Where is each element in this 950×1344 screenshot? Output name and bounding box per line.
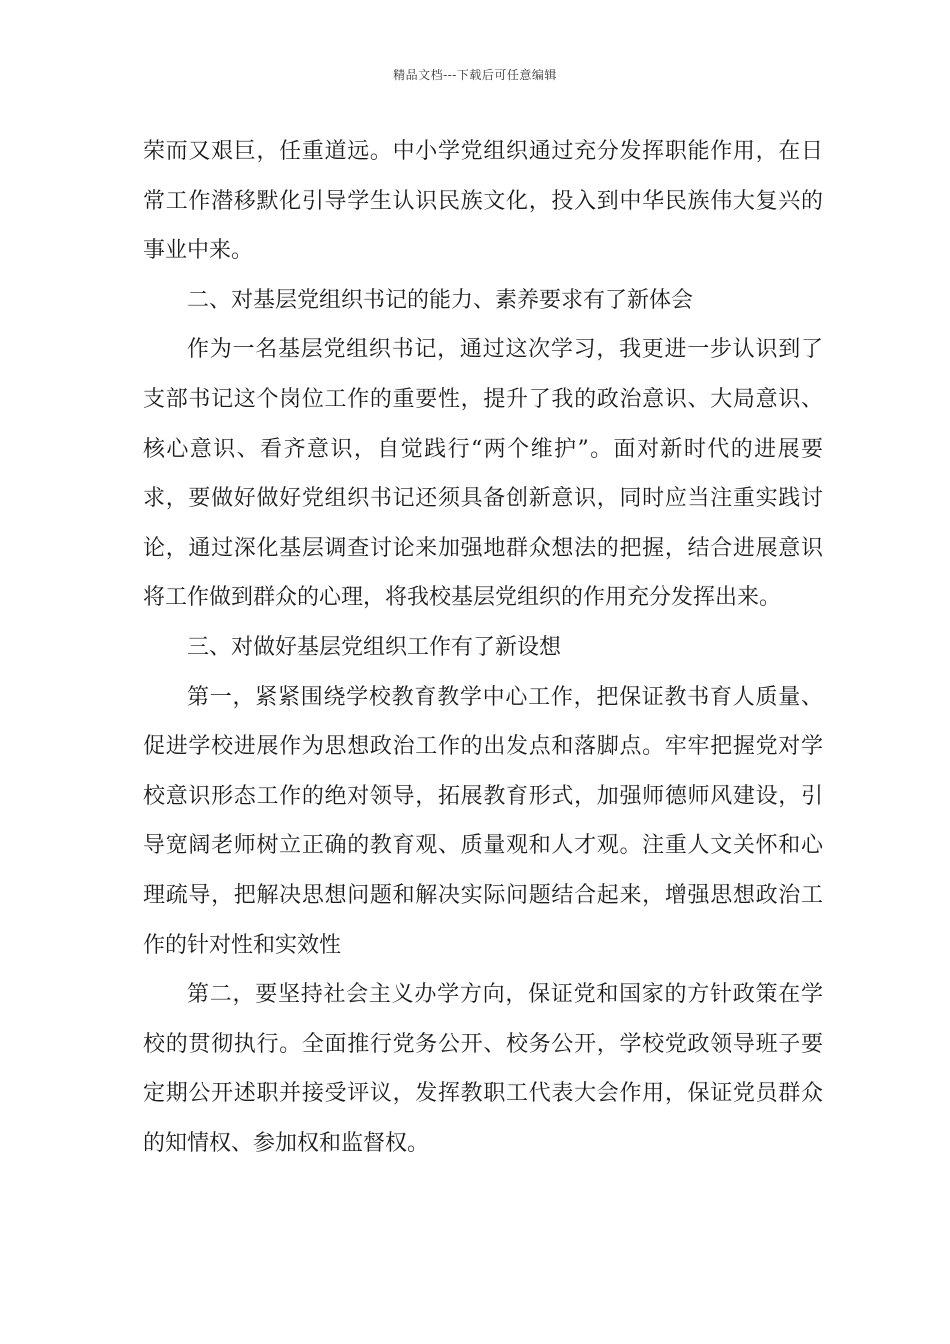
paragraph-second-point: 第二，要坚持社会主义办学方向，保证党和国家的方针政策在学校的贯彻执行。全面推行党务公开、校务公开，学校党政领导班子要定期公开述职并接受评议，发挥教职工代表大会作用，保证党员群众的知情权、参加权和监督权。 [143, 982, 823, 1156]
section-heading-3: 三、对做好基层党组织工作有了新设想 [187, 634, 562, 660]
paragraph-continuation: 荣而又艰巨，任重道远。中小学党组织通过充分发挥职能作用，在日常工作潜移默化引导学生认识民族文化，投入到中华民族伟大复兴的事业中来。 [143, 139, 823, 264]
document-body [143, 127, 823, 1168]
paragraph-secretary-role: 作为一名基层党组织书记，通过这次学习，我更进一步认识到了支部书记这个岗位工作的重要性，提升了我的政治意识、大局意识、核心意识、看齐意识，自觉践行“两个维护”。面对新时代的进展要求，要做好做好党组织书记还须具备创新意识，同时应当注重实践讨论，通过深化基层调查讨论来加强地群众想法的把握，结合进展意识将工作做到群众的心理，将我校基层党组织的作用充分发挥出来。 [143, 337, 823, 611]
paragraph-first-point: 第一，紧紧围绕学校教育教学中心工作，把保证教书育人质量、促进学校进展作为思想政治工作的出发点和落脚点。牢牢把握党对学校意识形态工作的绝对领导，拓展教育形式，加强师德师风建设，引导宽阔老师树立正确的教育观、质量观和人才观。注重人文关怀和心理疏导，把解决思想问题和解决实际问题结合起来，增强思想政治工作的针对性和实效性 [143, 684, 823, 958]
page-header: 精品文档---下载后可任意编辑 [393, 68, 557, 82]
section-heading-2: 二、对基层党组织书记的能力、素养要求有了新体会 [187, 287, 694, 313]
